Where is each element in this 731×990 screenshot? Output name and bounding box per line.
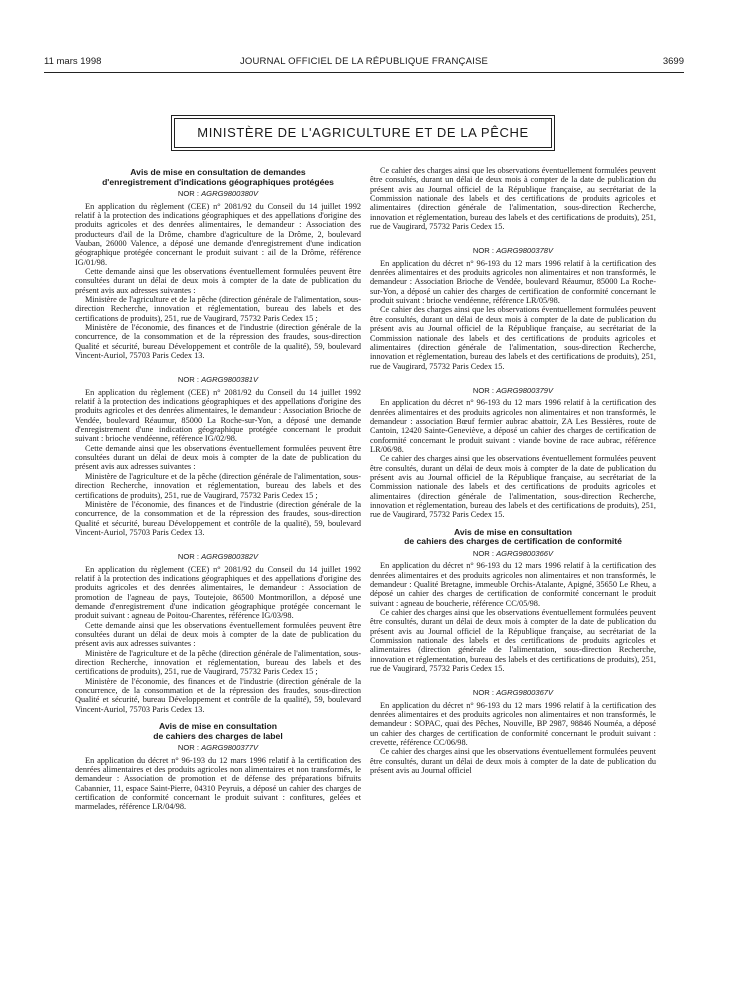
- issue-date: 11 mars 1998: [44, 56, 102, 67]
- section-title: d'enregistrement d'indications géographiques protégées: [102, 176, 334, 187]
- section-title: Avis de mise en consultation: [453, 526, 573, 537]
- section-title: de cahiers des charges de certification de conformité: [404, 536, 622, 547]
- header-rule: [44, 72, 684, 73]
- paragraph: Ministère de l'agriculture et de la pêche (direction générale de l'alimentation, sous-direction Recherche, innovation et réglementation, bureau des labels et des certifications de produits), 251, rue de Vaugirard, 75732 Paris Cedex 15 ;: [75, 471, 361, 500]
- section-title: de cahiers des charges de label: [153, 730, 283, 741]
- right-column: [370, 166, 656, 775]
- nor-reference: NOR : AGRG9800366V: [472, 548, 554, 558]
- section-title: Avis de mise en consultation de demandes: [130, 167, 306, 177]
- paragraph: En application du règlement (CEE) n° 2081/92 du Conseil du 14 juillet 1992 relatif à la protection des indications géographiques et des appellations d'origine des produits agricoles et des denrées alimentaires, le demandeur : Association des producteurs d'ail de la Drôme, chambre d'agriculture de la Drôme, 2, boulevard Vauban, 26000 Valence, a déposé une demande d'enregistrement d'une indication géographique protégée concernant le produit suivant : ail de la Drôme, référence IG/01/98.: [75, 201, 361, 267]
- nor-reference: NOR : AGRG9800380V: [177, 189, 259, 199]
- nor-reference: NOR : AGRG9800367V: [472, 688, 554, 698]
- paragraph: En application du décret n° 96-193 du 12 mars 1996 relatif à la certification des denrées alimentaires et des produits agricoles non alimentaires et non transformés, le demandeur : SOPAC, quai des Pêches, Nouville, BP 2987, 98846 Nouméa, a déposé un cahier des charges de certification de conformité concernant le produit suivant : crevette, référence CC/06/98.: [370, 700, 656, 748]
- nor-reference: NOR : AGRG9800378V: [472, 246, 554, 256]
- nor-reference: NOR : AGRG9800382V: [177, 552, 259, 562]
- paragraph: Cette demande ainsi que les observations éventuellement formulées peuvent être consultées durant un délai de deux mois à compter de la date de publication du présent avis aux adresses suivantes :: [75, 443, 361, 472]
- paragraph: Cette demande ainsi que les observations éventuellement formulées peuvent être consultées durant un délai de deux mois à compter de la date de publication du présent avis aux adresses suivantes :: [75, 266, 361, 295]
- paragraph: Ministère de l'économie, des finances et de l'industrie (direction générale de la concurrence, de la consommation et de la répression des fraudes, sous-direction Qualité et sécurité, bureau Développement et contrôle de la qualité), 59, boulevard Vincent-Auriol, 75703 Paris Cedex 13.: [75, 676, 361, 714]
- paragraph: Ministère de l'agriculture et de la pêche (direction générale de l'alimentation, sous-direction Recherche, innovation et réglementation, bureau des labels et des certifications de produits), 251, rue de Vaugirard, 75732 Paris Cedex 15 ;: [75, 648, 361, 677]
- paragraph: Ce cahier des charges ainsi que les observations éventuellement formulées peuvent être consultés, durant un délai de deux mois à compter de la date de publication du présent avis au Journal officiel de la République française, au secrétariat de la Commission nationale des labels et des certifications de produits agricoles et alimentaires (direction générale de l'alimentation, sous-direction Recherche, innovation et réglementation, bureau des labels et des certifications de produits), 251, rue de Vaugirard, 75732 Paris Cedex 15.: [370, 166, 656, 232]
- paragraph: Ministère de l'économie, des finances et de l'industrie (direction générale de la concurrence, de la consommation et de la répression des fraudes, sous-direction Qualité et sécurité, bureau Développement et contrôle de la qualité), 59, boulevard Vincent-Auriol, 75703 Paris Cedex 13.: [75, 323, 361, 361]
- nor-reference: NOR : AGRG9800381V: [177, 375, 259, 385]
- paragraph: En application du décret n° 96-193 du 12 mars 1996 relatif à la certification des denrées alimentaires et des produits agricoles non alimentaires et non transformés, le demandeur : Association de promotion et de défense des préparations bifruits Cabannier, 11, espace Saint-Pierre, 04310 Peyruis, a déposé un cahier des charges de certification de conformité concernant le produit suivant : confitures, gelées et marmelades, référence LR/04/98.: [75, 755, 361, 812]
- journal-title: JOURNAL OFFICIEL DE LA RÉPUBLIQUE FRANÇAISE: [239, 56, 489, 67]
- paragraph: En application du règlement (CEE) n° 2081/92 du Conseil du 14 juillet 1992 relatif à la protection des indications géographiques et des appellations d'origine des produits agricoles et des denrées alimentaires, le demandeur : Association Brioche de Vendée, boulevard Réaumur, 85000 La Roche-sur-Yon, a déposé une demande d'enregistrement d'une indication géographique protégée concernant le produit suivant : brioche vendéenne, référence IG/02/98.: [75, 387, 361, 444]
- paragraph: En application du décret n° 96-193 du 12 mars 1996 relatif à la certification des denrées alimentaires et des produits agricoles non alimentaires et non transformés, le demandeur : association Bœuf fermier aubrac abattoir, ZA Les Bessières, route de Cantoin, 12420 Sainte-Geneviève, a déposé un cahier des charges de certification de conformité concernant le produit suivant : viande bovine de race aubrac, référence LR/06/98.: [370, 398, 656, 454]
- paragraph: En application du décret n° 96-193 du 12 mars 1996 relatif à la certification des denrées alimentaires et des produits agricoles non alimentaires et non transformés, le demandeur : Qualité Bretagne, immeuble Orchis-Atalante, Apigné, 35650 Le Rheu, a déposé un cahier des charges de certification de conformité concernant le produit suivant : agneau de boucherie, référence CC/05/98.: [370, 561, 656, 608]
- running-header: [44, 56, 684, 70]
- ministry-banner: MINISTÈRE DE L'AGRICULTURE ET DE LA PÊCHE: [174, 118, 552, 148]
- paragraph: Ministère de l'agriculture et de la pêche (direction générale de l'alimentation, sous-direction Recherche, innovation et réglementation, bureau des labels et des certifications de produits), 251, rue de Vaugirard, 75732 Paris Cedex 15 ;: [75, 294, 361, 323]
- paragraph: Ce cahier des charges ainsi que les observations éventuellement formulées peuvent être consultés, durant un délai de deux mois à compter de la date de publication du présent avis au Journal officiel de la République française, au secrétariat de la Commission nationale des labels et des certifications de produits agricoles et alimentaires (direction générale de l'alimentation, sous-direction Recherche, innovation et réglementation, bureau des labels et des certifications de produits), 251, rue de Vaugirard, 75732 Paris Cedex 15.: [370, 454, 656, 520]
- nor-reference: NOR : AGRG9800377V: [177, 743, 259, 753]
- page-number: 3699: [662, 56, 684, 67]
- paragraph: Ce cahier des charges ainsi que les observations éventuellement formulées peuvent être consultés, durant un délai de deux mois à compter de la date de publication du présent avis au Journal officiel de la République française, au secrétariat de la Commission nationale des labels et des certifications de produits agricoles et alimentaires (direction générale de l'alimentation, sous-direction Recherche, innovation et réglementation, bureau des labels et des certifications de produits), 251, rue de Vaugirard, 75732 Paris Cedex 15.: [370, 305, 656, 371]
- left-column: [75, 168, 361, 812]
- paragraph: Cette demande ainsi que les observations éventuellement formulées peuvent être consultées durant un délai de deux mois à compter de la date de publication du présent avis aux adresses suivantes :: [75, 620, 361, 649]
- paragraph: Ce cahier des charges ainsi que les observations éventuellement formulées peuvent être consultés, durant un délai de deux mois à compter de la date de publication du présent avis au Journal officiel de la République française, au secrétariat de la Commission nationale des labels et des certifications de produits agricoles et alimentaires (direction générale de l'alimentation, sous-direction Recherche, innovation et réglementation, bureau des labels et des certifications de produits), 251, rue de Vaugirard, 75732 Paris Cedex 15.: [370, 607, 656, 673]
- paragraph: En application du règlement (CEE) n° 2081/92 du Conseil du 14 juillet 1992 relatif à la protection des indications géographiques et des appellations d'origine des produits agricoles et des denrées alimentaires, le demandeur : Association de promotion de l'agneau de pays, Toutejoie, 86500 Montmorillon, a déposé une demande d'enregistrement d'une indication géographique protégée concernant le produit suivant : agneau de Poitou-Charentes, référence IG/03/98.: [75, 564, 361, 621]
- paragraph: Ce cahier des charges ainsi que les observations éventuellement formulées peuvent être consultés, durant un délai de deux mois à compter de la date de publication du présent avis au Journal officiel: [370, 747, 656, 776]
- section-title: Avis de mise en consultation: [158, 721, 278, 732]
- paragraph: En application du décret n° 96-193 du 12 mars 1996 relatif à la certification des denrées alimentaires et des produits agricoles non alimentaires et non transformés, le demandeur : Association Brioche de Vendée, boulevard Réaumur, 85000 La Roche-sur-Yon, a déposé un cahier des charges de certification de conformité concernant le produit suivant : brioche vendéenne, référence LR/05/98.: [370, 258, 656, 306]
- paragraph: Ministère de l'économie, des finances et de l'industrie (direction générale de la concurrence, de la consommation et de la répression des fraudes, sous-direction Qualité et sécurité, bureau Développement et contrôle de la qualité), 59, boulevard Vincent-Auriol, 75703 Paris Cedex 13.: [75, 499, 361, 537]
- nor-reference: NOR : AGRG9800379V: [472, 385, 554, 395]
